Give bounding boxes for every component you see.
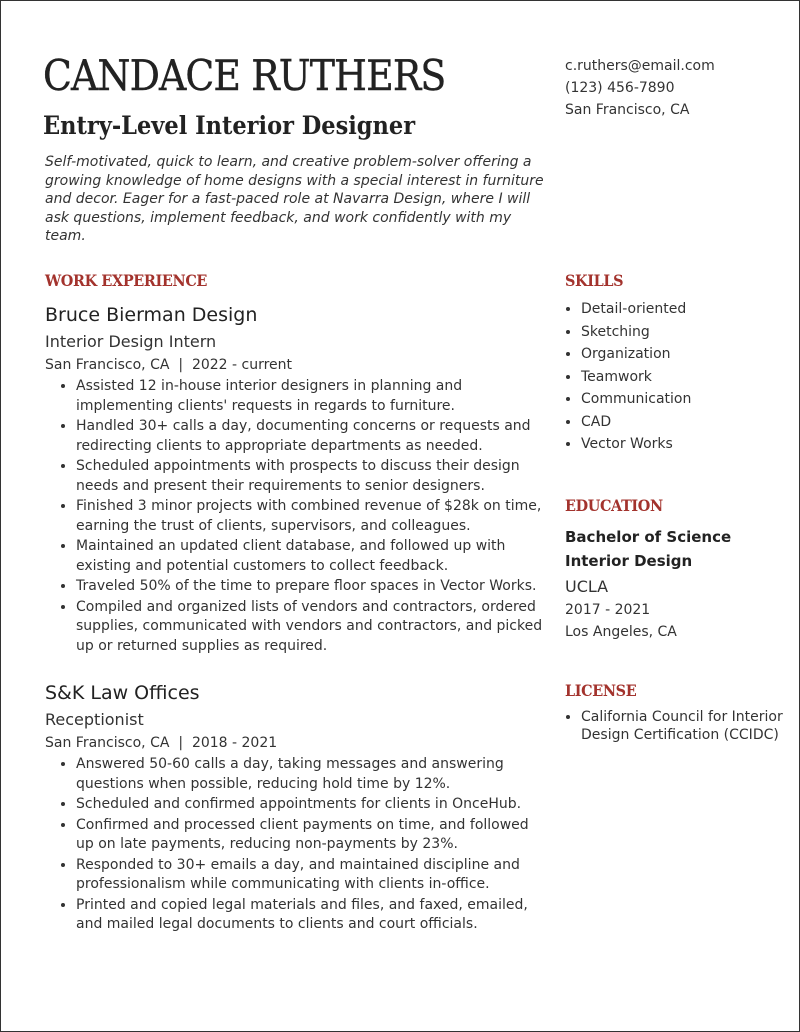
job-role: Receptionist [45, 710, 144, 729]
job-bullet: • Confirmed and processed client payments on time, and followed up on late payments, reducing non-payments by 23%. [76, 816, 545, 855]
job-bullet: • Traveled 50% of the time to prepare floor spaces in Vector Works. [76, 577, 545, 597]
skill-item: • Communication [581, 388, 785, 411]
contact-info [565, 55, 715, 121]
education-heading: EDUCATION [565, 495, 663, 515]
license-item: • California Council for Interior Design Certification (CCIDC) [581, 708, 785, 745]
education-section [565, 496, 785, 643]
skill-item: • Detail-oriented [581, 298, 785, 321]
sidebar [565, 271, 785, 745]
degree [565, 525, 785, 573]
skill-item: • Sketching [581, 321, 785, 344]
job-meta: San Francisco, CA | 2022 - current [45, 357, 293, 373]
degree-major: Interior Design [565, 551, 693, 570]
skills-heading: SKILLS [565, 271, 624, 290]
license-heading: LICENSE [565, 680, 637, 700]
job-bullet: • Assisted 12 in-house interior designers in planning and implementing clients' requests in regards to furniture. [76, 377, 545, 416]
education-location: Los Angeles, CA [565, 623, 677, 640]
skill-item: • Vector Works [581, 433, 785, 456]
skill-item: • Organization [581, 343, 785, 366]
skills-list [565, 298, 785, 456]
job-bullet: • Maintained an updated client database, and followed up with existing and potential customers to collect feedback. [76, 537, 545, 576]
job-title: Entry-Level Interior Designer [43, 111, 416, 140]
job-entry [45, 304, 545, 656]
job-bullets [45, 377, 545, 656]
job-role: Interior Design Intern [45, 332, 217, 351]
skills-section [565, 271, 785, 456]
job-bullet: • Answered 50-60 calls a day, taking messages and answering questions when possible, reducing hold time by 12%. [76, 755, 545, 794]
company-name: Bruce Bierman Design [45, 304, 258, 326]
job-bullet: • Responded to 30+ emails a day, and maintained discipline and professionalism while communicating with clients in-office. [76, 856, 545, 895]
job-entry [45, 682, 545, 935]
job-bullet: • Handled 30+ calls a day, documenting concerns or requests and redirecting clients to appropriate departments as needed. [76, 417, 545, 456]
candidate-name: CANDACE RUTHERS [43, 51, 446, 100]
location: San Francisco, CA [565, 102, 690, 118]
company-name: S&K Law Offices [45, 682, 200, 704]
work-experience-section [45, 271, 545, 936]
job-bullets [45, 755, 545, 935]
skill-item: • CAD [581, 411, 785, 434]
degree-line: Bachelor of Science [565, 527, 732, 546]
job-bullet: • Scheduled appointments with prospects to discuss their design needs and present their requirements to senior designers. [76, 457, 545, 496]
license-list [565, 708, 785, 745]
school-name: UCLA [565, 576, 609, 596]
job-bullet: • Compiled and organized lists of vendors and contractors, ordered supplies, communicated with vendors and contractors, and picked up or returned supplies as required. [76, 598, 545, 657]
phone: (123) 456-7890 [565, 80, 675, 96]
skill-item: • Teamwork [581, 366, 785, 389]
job-bullet: • Finished 3 minor projects with combined revenue of $28k on time, earning the trust of clients, supervisors, and colleagues. [76, 497, 545, 536]
job-bullet: • Printed and copied legal materials and files, and faxed, emailed, and mailed legal documents to clients and court officials. [76, 896, 545, 935]
license-section [565, 681, 785, 745]
summary: Self-motivated, quick to learn, and creative problem-solver offering a growing knowledge of home designs with a special interest in furniture and decor. Eager for a fast-paced role at Navarra Design, where I will ask questions, implement feedback, and work confidently with my team. [45, 154, 544, 244]
job-meta: San Francisco, CA | 2018 - 2021 [45, 735, 278, 751]
work-experience-heading: WORK EXPERIENCE [45, 271, 208, 290]
job-bullet: • Scheduled and confirmed appointments for clients in OnceHub. [76, 795, 545, 815]
email: c.ruthers@email.com [565, 58, 715, 74]
education-years: 2017 - 2021 [565, 601, 651, 618]
